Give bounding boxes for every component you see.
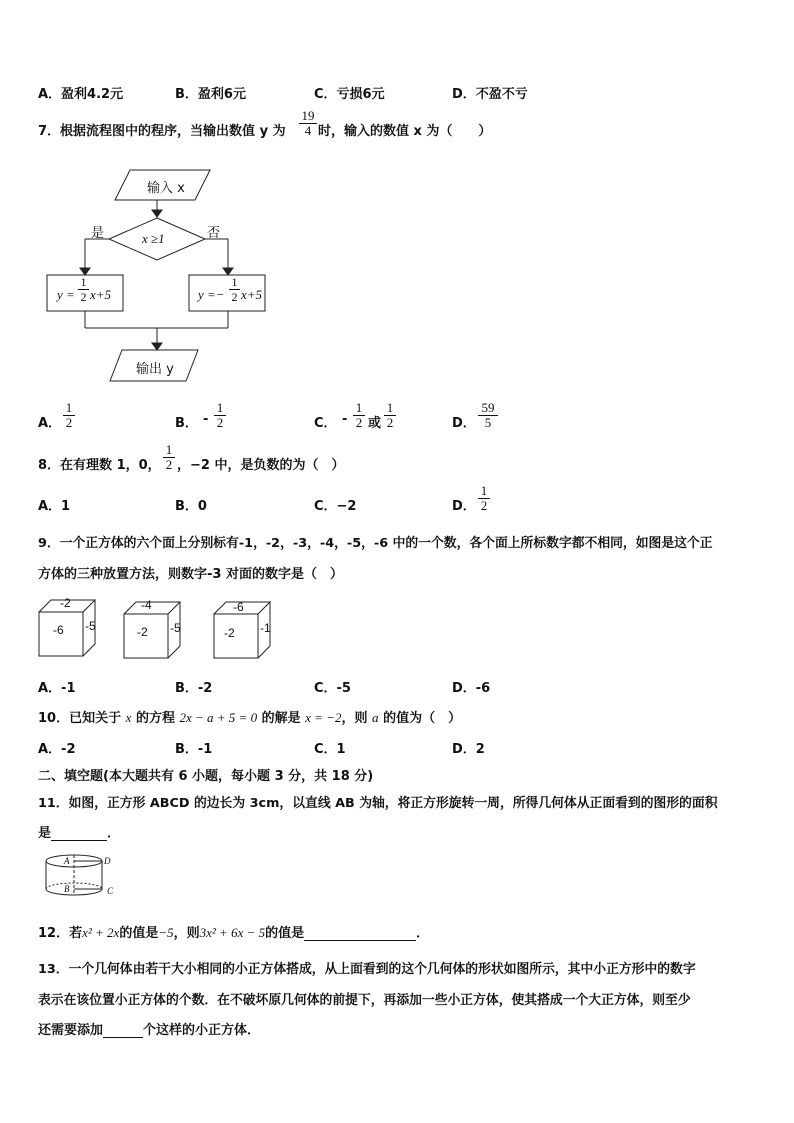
q12-expr2: 3x² + 6x − 5	[199, 925, 266, 940]
q7-option-b-sign: -	[203, 412, 209, 427]
q7-stem-fraction: $\frac{19}{4}$	[299, 109, 317, 138]
q8-stem-fraction: $\frac{1}{2}$	[163, 443, 175, 472]
q7-flowchart	[40, 165, 280, 385]
q7-stem-start: 7．根据流程图中的程序，当输出数值 y 为	[38, 124, 286, 139]
q11-stem-line2: 是 ．	[38, 826, 121, 841]
cube3-front: -2	[224, 626, 235, 640]
q11-label-b: B	[64, 884, 70, 894]
flow-yes-label: 是	[91, 226, 105, 241]
q12-expr1: x² + 2x	[82, 925, 120, 940]
cube1-front: -6	[53, 623, 64, 637]
q8-option-a: A．1	[38, 499, 71, 514]
q10-solution: x = −2	[305, 710, 342, 725]
q7-option-b-label: B．	[175, 416, 198, 431]
cube3-side: -1	[260, 621, 271, 635]
flow-no-label: 否	[207, 226, 221, 241]
q11-label-c: C	[107, 886, 114, 896]
q7-option-c-fraction2: $\frac{1}{2}$	[384, 401, 396, 430]
q7-option-c-label: C．	[314, 416, 337, 431]
cube1-top: -2	[60, 596, 71, 610]
q8-option-d-label: D．	[452, 499, 476, 514]
q12-value: −5	[158, 925, 174, 940]
cube2-front: -2	[137, 625, 148, 639]
q7-stem-end: 时，输入的数值 x 为（ ）	[318, 124, 492, 139]
q10-option-d: D．2	[452, 742, 485, 757]
q8-option-d-fraction: $\frac{1}{2}$	[478, 484, 490, 513]
q10-var-a: a	[372, 710, 379, 725]
q7-option-a-fraction: $\frac{1}{2}$	[63, 401, 75, 430]
q7-option-c-or: 或	[368, 416, 382, 431]
q12-answer-blank[interactable]	[304, 925, 416, 941]
flow-right-fraction: $\frac{1}{2}$	[229, 275, 240, 304]
cube1-side: -5	[85, 619, 96, 633]
q6-option-b: B．盈利6元	[175, 87, 246, 102]
q8-option-c: C．−2	[314, 499, 357, 514]
q6-option-c: C．亏损6元	[314, 87, 385, 102]
q7-option-d-label: D．	[452, 416, 476, 431]
q13-stem-line2: 表示在该位置小正方体的个数．在不破坏原几何体的前提下，再添加一些小正方体，使其搭成一个大正方体，则至少	[38, 993, 691, 1008]
flow-left-fraction: $\frac{1}{2}$	[78, 275, 89, 304]
q7-option-c-sign: -	[342, 412, 348, 427]
cube2-top: -4	[141, 598, 152, 612]
q10-equation: 2x − a + 5 = 0	[179, 710, 258, 725]
section-heading: 二、填空题(本大题共有 6 小题，每小题 3 分，共 18 分)	[38, 769, 374, 784]
q10-option-a: A．-2	[38, 742, 76, 757]
q11-answer-blank[interactable]	[51, 825, 107, 841]
q11-label-a: A	[64, 856, 70, 866]
q12-stem: 12．若x² + 2x的值是−5，则3x² + 6x − 5的值是 ．	[38, 925, 430, 941]
q13-stem-line1: 13．一个几何体由若干大小相同的小正方体搭成，从上面看到的这个几何体的形状如图所示，其中小正方形中的数字	[38, 962, 696, 977]
q9-stem-line2: 方体的三种放置方法，则数字-3 对面的数字是（ ）	[38, 567, 343, 582]
q7-option-a-label: A．	[38, 416, 62, 431]
q8-stem-start: 8．在有理数 1，0，	[38, 458, 161, 473]
q8-option-b: B．0	[175, 499, 207, 514]
flow-left-suffix: x+5	[90, 287, 112, 302]
q9-option-d: D．-6	[452, 681, 491, 696]
q8-stem-end: ，−2 中，是负数的为（ ）	[177, 458, 345, 473]
q9-option-a: A．-1	[38, 681, 76, 696]
q9-stem-line1: 9．一个正方体的六个面上分别标有-1，-2，-3，-4，-5，-6 中的一个数，各个面上所标数字都不相同，如图是这个正	[38, 536, 713, 551]
q6-option-d: D．不盈不亏	[452, 87, 528, 102]
flow-right-suffix: x+5	[241, 287, 263, 302]
q10-stem: 10．已知关于 x 的方程 2x − a + 5 = 0 的解是 x = −2，则 a 的值为（ ）	[38, 710, 462, 726]
q9-option-c: C．-5	[314, 681, 351, 696]
flow-output-label: 输出 y	[136, 362, 174, 377]
q7-option-c-fraction1: $\frac{1}{2}$	[353, 401, 365, 430]
q13-answer-blank[interactable]	[103, 1022, 143, 1038]
flow-input-label: 输入 x	[147, 181, 185, 196]
q7-option-d-fraction: $\frac{59}{5}$	[478, 401, 498, 430]
q7-option-b-fraction: $\frac{1}{2}$	[214, 401, 226, 430]
cube3-top: -6	[233, 600, 244, 614]
q10-option-b: B．-1	[175, 742, 213, 757]
cube2-side: -5	[170, 621, 181, 635]
q9-option-b: B．-2	[175, 681, 213, 696]
q11-stem-line1: 11．如图，正方形 ABCD 的边长为 3cm，以直线 AB 为轴，将正方形旋转一周，所得几何体从正面看到的图形的面积	[38, 796, 718, 811]
q11-label-d: D	[104, 856, 111, 866]
q10-var-x: x	[125, 710, 132, 725]
q13-stem-line3: 还需要添加 个这样的小正方体．	[38, 1023, 261, 1038]
flow-right-prefix: y =−	[198, 287, 225, 302]
q10-option-c: C．1	[314, 742, 346, 757]
flow-condition-label: x ≥1	[142, 231, 165, 246]
q6-option-a: A．盈利4.2元	[38, 87, 124, 102]
flow-left-prefix: y =	[57, 287, 75, 302]
